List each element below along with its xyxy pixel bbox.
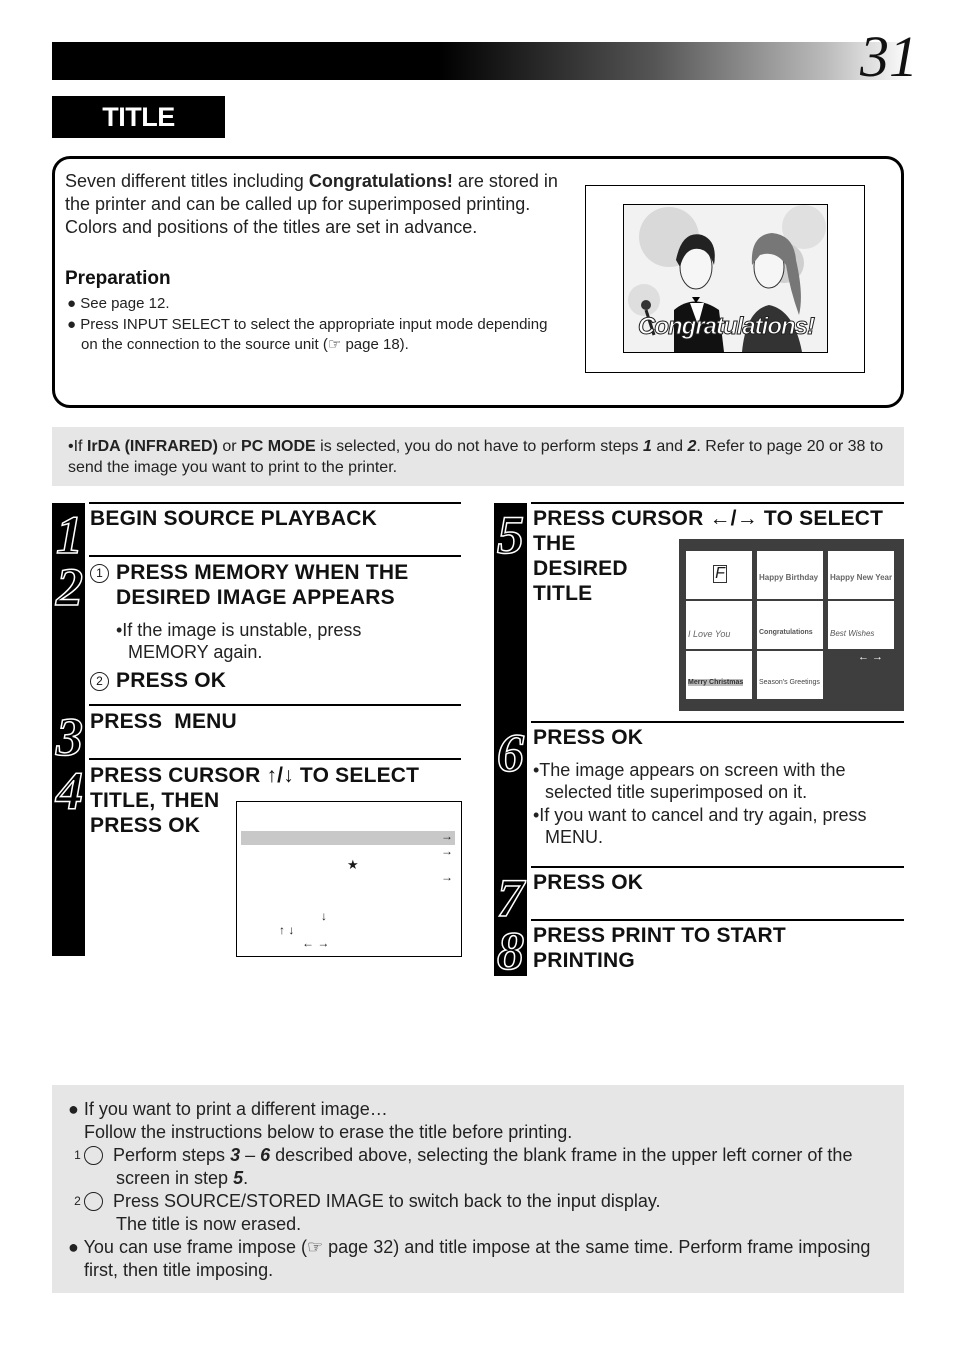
- preparation-list: [65, 294, 565, 356]
- bottom-notes: [68, 1098, 888, 1282]
- divider: [531, 866, 904, 868]
- title-cell: I Love You: [686, 601, 752, 649]
- list-item: ● Press INPUT SELECT to select the appropriate input mode depending on the connection to the source unit (☞ page 18).: [67, 315, 548, 353]
- substep-marker: 2: [90, 668, 116, 693]
- arrows-up-down-icon: ↑ ↓: [279, 923, 295, 937]
- step-5-heading-line1: PRESS CURSOR ←/→ TO SELECT: [533, 507, 884, 530]
- note-line: Follow the instructions below to erase the title before printing.: [84, 1122, 573, 1142]
- title-cell: Congratulations: [757, 601, 823, 649]
- step-6-heading: PRESS OK: [533, 726, 644, 749]
- intro-text: Seven different titles including Congratulations! are stored in the printer and can be called up for superimposed printing. Colors and positions of the titles are set in advance.: [65, 171, 558, 237]
- step-number: 2: [56, 557, 83, 617]
- step-6-note: •The image appears on screen with the selected title superimposed on it.: [533, 760, 846, 802]
- title-cell-blank: F: [686, 551, 752, 599]
- divider: [89, 704, 461, 706]
- congratulations-title-overlay: Congratulations!: [638, 313, 814, 340]
- step-number: 3: [56, 707, 83, 767]
- divider: [531, 502, 904, 504]
- step-number: 4: [56, 761, 83, 821]
- divider: [531, 919, 904, 921]
- step-3-heading: PRESS MENU: [90, 710, 237, 733]
- page-number: 31: [860, 24, 918, 89]
- menu-screen: [236, 801, 462, 957]
- arrow-right-icon: →: [441, 829, 453, 843]
- title-cell: Season's Greetings: [757, 651, 823, 699]
- step-4-heading-line2: TITLE, THEN PRESS OK: [90, 789, 220, 837]
- step-number: 6: [497, 723, 524, 783]
- menu-highlight-bar: [241, 831, 455, 845]
- step-6-note: •If you want to cancel and try again, press MENU.: [533, 805, 867, 847]
- couple-illustration: [623, 204, 828, 353]
- arrow-right-icon: →: [441, 844, 453, 858]
- step-1-heading: BEGIN SOURCE PLAYBACK: [90, 507, 377, 530]
- divider: [89, 555, 461, 557]
- step-number: 8: [497, 921, 524, 981]
- title-select-screen: [679, 539, 904, 711]
- step-7-heading: PRESS OK: [533, 871, 644, 894]
- list-item: 1 Perform steps 3 – 6 described above, selecting the blank frame in the upper left corner of the screen in step 5.: [74, 1145, 853, 1188]
- preparation-heading: Preparation: [65, 268, 171, 289]
- list-item: 2 Press SOURCE/STORED IMAGE to switch back to the input display.: [74, 1191, 661, 1211]
- header-bar: [52, 42, 912, 80]
- divider: [531, 721, 904, 723]
- step-4-heading-line1: PRESS CURSOR ↑/↓ TO SELECT: [90, 764, 420, 787]
- step-number: 5: [497, 505, 524, 565]
- title-cell: Merry Christmas: [686, 651, 752, 699]
- step-number: 1: [56, 505, 83, 565]
- arrows-left-right-icon: ← →: [858, 651, 884, 663]
- list-item: ● If you want to print a different image…: [68, 1099, 388, 1119]
- step-2b-heading: PRESS OK: [116, 669, 227, 692]
- arrow-down-icon: ↓: [321, 909, 327, 923]
- divider: [89, 502, 461, 504]
- step-2-heading: PRESS MEMORY WHEN THE DESIRED IMAGE APPEARS: [116, 561, 409, 609]
- step-8-heading: PRESS PRINT TO START PRINTING: [533, 924, 786, 972]
- note-line: The title is now erased.: [116, 1214, 302, 1234]
- arrows-left-right-icon: ← →: [302, 936, 330, 950]
- step-5-heading-line2: THE DESIRED TITLE: [533, 532, 628, 605]
- divider: [89, 758, 461, 760]
- title-cell: Happy New Year: [828, 551, 894, 599]
- title-cell: Best Wishes: [828, 601, 894, 649]
- note-text: •If IrDA (INFRARED) or PC MODE is selected, you do not have to perform steps 1 and 2. Refer to page 20 or 38 to send the image you want to print to the printer.: [68, 438, 884, 476]
- step-2-note: •If the image is unstable, press MEMORY again.: [116, 620, 362, 662]
- list-item: ● You can use frame impose (☞ page 32) and title impose at the same time. Perform frame imposing first, then title imposing.: [68, 1237, 871, 1280]
- star-icon: ★: [347, 857, 359, 872]
- list-item: ● See page 12.: [67, 295, 170, 312]
- step-number: 7: [497, 868, 524, 928]
- substep-marker: 1: [90, 560, 116, 585]
- title-cell: Happy Birthday: [757, 551, 823, 599]
- arrow-right-icon: →: [441, 870, 453, 884]
- section-title: TITLE IMPOSE: [52, 96, 225, 138]
